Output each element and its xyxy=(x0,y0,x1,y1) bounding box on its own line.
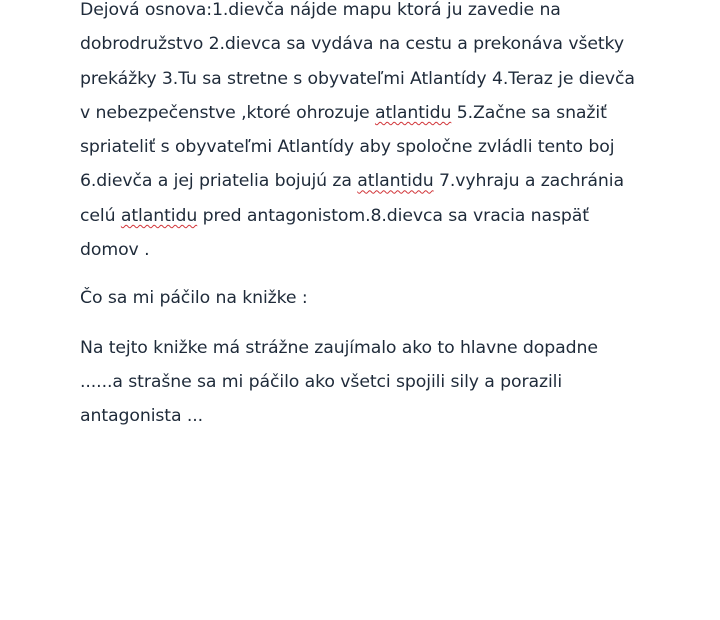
summary-text-3: 7.vyhraju a zachránia celú xyxy=(80,171,624,226)
summary-text-1: Dejová osnova:1.dievča nájde mapu ktorá ju zavedie na dobrodružstvo 2.dievca sa vydáva na cestu a prekonáva všetky prekážky 3.Tu sa stretne s obyvateľmi Atlantídy 4.Teraz je dievča v nebezpečenstve ,ktoré ohrozuje xyxy=(80,0,635,123)
summary-text-4: pred antagonistom.8.dievca sa vracia naspäť domov . xyxy=(80,205,589,261)
misspelled-word-atlantidu-2[interactable]: atlantidu xyxy=(357,171,434,192)
liked-heading-paragraph[interactable]: Čo sa mi páčilo na knižke : xyxy=(80,288,308,309)
document-body[interactable] xyxy=(80,0,645,434)
misspelled-word-atlantidu-3[interactable]: atlantidu xyxy=(120,205,198,226)
plot-summary-paragraph[interactable] xyxy=(80,0,645,267)
summary-text-2: 5.Začne sa snažiť spriateliť s obyvateľmi Atlantídy aby spoločne zvládli tento boj 6.dievča a jej priatelia bojujú za xyxy=(80,102,615,192)
opinion-paragraph[interactable]: Na tejto knižke má strážne zaujímalo ako to hlavne dopadne ......a strašne sa mi páčilo ako všetci spojili sily a porazili antagonista ... xyxy=(80,337,598,427)
misspelled-word-atlantidu-1[interactable]: atlantidu xyxy=(374,102,452,123)
